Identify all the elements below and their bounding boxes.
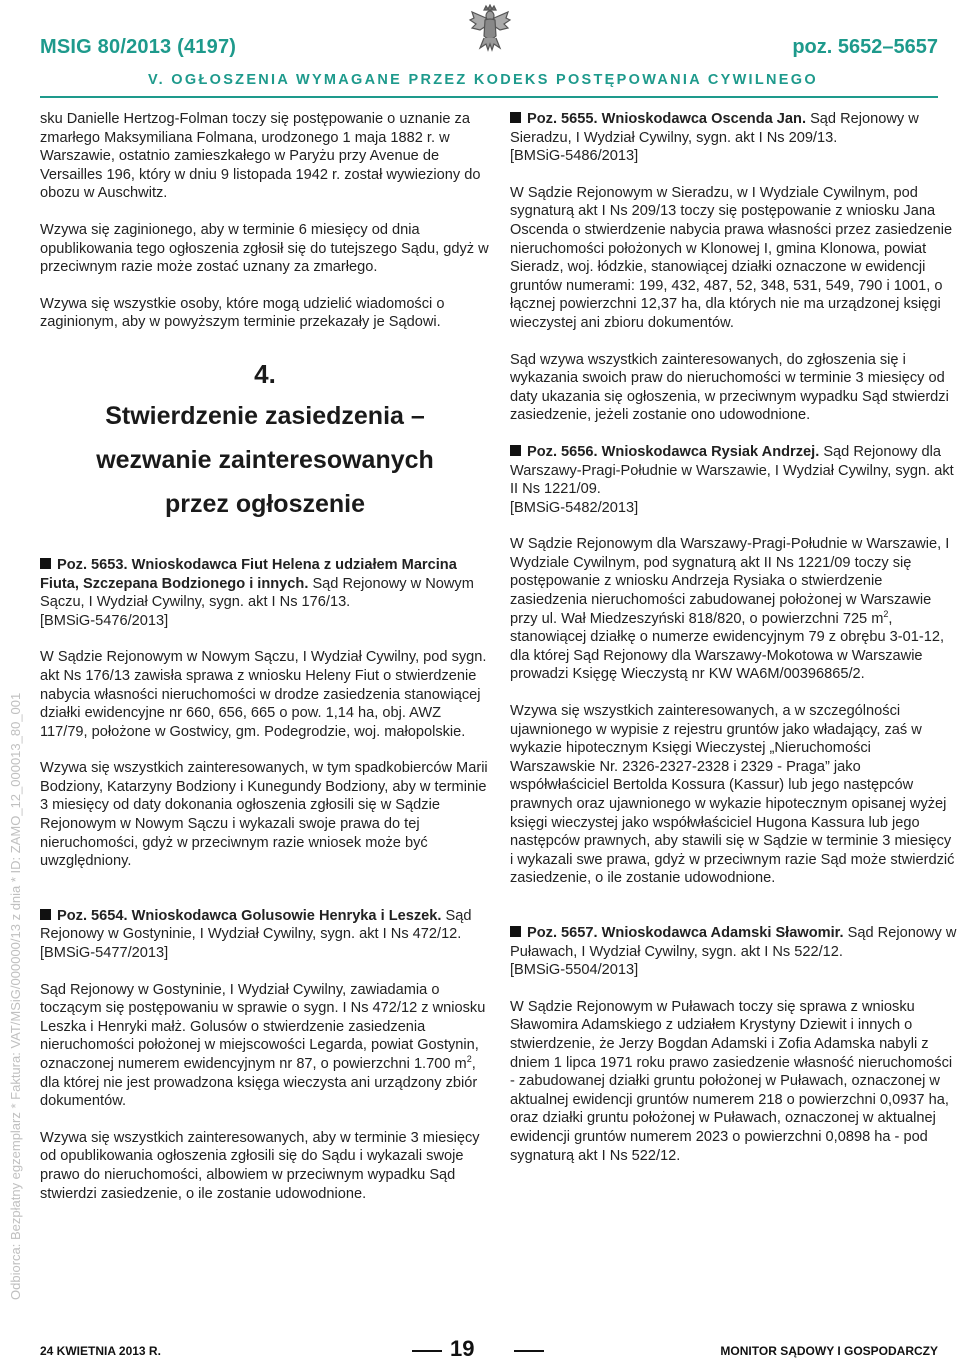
positions-range: poz. 5652–5657 <box>792 36 938 58</box>
entry-title: Poz. 5654. Wnioskodawca Golusowie Henryka i Leszek. <box>57 907 442 924</box>
footer-publisher: MONITOR SĄDOWY I GOSPODARCZY <box>720 1344 938 1358</box>
heading-line: Stwierdzenie zasiedzenia – <box>105 401 425 430</box>
entry-title: Poz. 5653. Wnioskodawca Fiut Helena z udziałem Marcina Fiuta, Szczepana Bodzionego i innych. <box>40 556 457 592</box>
footer-dash-left <box>412 1350 442 1352</box>
heading-number: 4. <box>254 358 276 389</box>
paragraph: W Sądzie Rejonowym w Sieradzu, w I Wydziale Cywilnym, pod sygnaturą akt I Ns 209/13 toczy się postępowanie z wniosku Jana Oscenda o stwierdzenie nabycia prawa własności przez zasiedzenie nieruchomości położonych w Klonowej I, gmina Klonowa, powiat Sieradz, woj. łódzkie, stanowiącej działki oznaczone w ewidencji gruntów numerami: 199, 432, 487, 52, 348, 531, 549, 790 i 1001, o łącznej powierzchni 12,37 ha, dla których nie ma urządzonej księgi wieczystej ani zbioru dokumentów. <box>510 184 953 331</box>
text-run: , stanowiącej działkę o numerze ewidencyjnym 79 z obrębu 3-01-12, dla której Sąd Rejonowy dla Warszawy-Mokotowa w Warszawie prowadzi Księgę Wieczystą nr KW WA6M/00396865/2. <box>510 610 944 683</box>
footer-date: 24 KWIETNIA 2013 R. <box>40 1344 161 1358</box>
entry-signature: [BMSiG-5477/2013] <box>40 945 169 962</box>
polish-eagle-icon <box>468 4 512 54</box>
entry-5656-header <box>510 443 958 517</box>
square-bullet-icon <box>40 558 51 569</box>
entry-5653-header <box>40 556 490 630</box>
section-heading <box>40 354 490 526</box>
entry-5655-header <box>510 110 958 166</box>
heading-line: przez ogłoszenie <box>164 489 366 518</box>
page-number: 19 <box>450 1336 475 1361</box>
square-bullet-icon <box>510 445 521 456</box>
recipient-sidebar: Odbiorca: Bezpłatny egzemplarz * Faktura: VAT/MSiG/000000/13 z dnia * ID: ZAMO_12_000013_80_001 <box>8 692 23 1300</box>
paragraph: Wzywa się wszystkich zainteresowanych, aby w terminie 3 miesięcy od opublikowania ogłoszenia zgłosili się do Sądu i wykazali swoje prawo do nieruchomości, albowiem w przeciwnym wypadku Sąd stwierdzi zasiedzenie, o ile zostanie udowodnione. <box>40 1129 480 1202</box>
entry-signature: [BMSiG-5504/2013] <box>510 962 639 979</box>
paragraph <box>40 981 490 1111</box>
entry-court: Sąd Rejonowy w Nowym Sączu, I Wydział Cywilny, sygn. akt I Ns 176/13. <box>40 575 474 611</box>
text-run: , dla której nie jest prowadzona księga wieczysta ani urządzony zbiór dokumentów. <box>40 1056 478 1110</box>
publication-title: MSIG 80/2013 (4197) <box>40 36 237 58</box>
entry-court: Sąd Rejonowy dla Warszawy-Pragi-Południe w Warszawie, I Wydział Cywilny, sygn. akt II Ns 1221/09. <box>510 443 954 498</box>
square-bullet-icon <box>510 926 521 937</box>
paragraph: Sąd wzywa wszystkich zainteresowanych, do zgłoszenia się i wykazania swoich praw do nieruchomości w terminie 3 miesięcy od daty ukazania się ogłoszenia, w przeciwnym wypadku Sąd stwierdzi zasiedzenie, jeżeli zostanie ono udowodnione. <box>510 351 949 424</box>
heading-line: wezwanie zainteresowanych <box>96 445 434 474</box>
left-column <box>40 110 490 1203</box>
square-bullet-icon <box>510 112 521 123</box>
paragraph: sku Danielle Hertzog-Folman toczy się postępowanie o uznanie za zmarłego Maksymiliana Folmana, urodzonego 1 maja 1882 r. w Warszawie, ostatnio zamieszkałego w Paryżu przy Avenue de Versailles 196, który w dniu 9 listopada 1942 r. został wywieziony do obozu w Auschwitz. <box>40 111 481 202</box>
section-title: V. OGŁOSZENIA WYMAGANE PRZEZ KODEKS POSTĘPOWANIA CYWILNEGO <box>148 72 818 88</box>
square-bullet-icon <box>40 909 51 920</box>
text-run: Sąd Rejonowy w Gostyninie, I Wydział Cywilny, zawiadamia o toczącym się postępowaniu w sprawie o sygn. I Ns 472/12 z wniosku Leszka i Henryki małż. Golusów o stwierdzenie zasiedzenia nieruchomości położonej w miejscowości Legarda, powiat Gostynin, oznaczonej numerem ewidencyjnym nr 87, o powierzchni 1.700 m <box>40 981 486 1072</box>
entry-signature: [BMSiG-5476/2013] <box>40 612 169 629</box>
entry-title: Poz. 5656. Wnioskodawca Rysiak Andrzej. <box>527 443 820 460</box>
entry-title: Poz. 5655. Wnioskodawca Oscenda Jan. <box>527 111 807 127</box>
paragraph: Wzywa się wszystkich zainteresowanych, w tym spadkobierców Marii Bodziony, Katarzyny Bodziony i Kunegundy Bodziony, aby w terminie 3 miesięcy od daty dokonania ogłoszenia zgłosili się w Sądzie Rejonowym w Nowym Sączu i wykazali swoje prawa do tej nieruchomości, gdyż w przeciwnym razie wniosek może być uwzględniony. <box>40 760 488 870</box>
header-divider <box>40 96 938 98</box>
entry-court: Sąd Rejonowy w Puławach, I Wydział Cywilny, sygn. akt I Ns 522/12. <box>510 924 957 960</box>
paragraph: Wzywa się zaginionego, aby w terminie 6 miesięcy od dnia opublikowania tego ogłoszenia zgłosił się do tutejszego Sądu, gdyż w przeciwnym razie może zostać uznany za zmarłego. <box>40 221 489 276</box>
entry-signature: [BMSiG-5486/2013] <box>510 148 639 165</box>
right-column <box>510 110 958 1165</box>
paragraph: W Sądzie Rejonowym w Nowym Sączu, I Wydział Cywilny, pod sygn. akt Ns 176/13 zawisła sprawa z wniosku Heleny Fiut o stwierdzenie nabycia własności nieruchomości w drodze zasiedzenia stanowiącej działki ewidencyjne nr 660, 656, 665 o pow. 1,14 ha, obj. AWZ 117/79, położone w Gostwicy, gm. Podegrodzie, woj. małopolskie. <box>40 649 487 740</box>
paragraph <box>510 535 958 684</box>
paragraph: W Sądzie Rejonowym w Puławach toczy się sprawa z wniosku Sławomira Adamskiego z udziałem Krystyny Dziewit i innych o stwierdzenie, że Jerzy Bogdan Adamski i Zofia Adamska nabyli z dniem 1 lipca 1971 roku prawo zasiedzenie własność nieruchomości - zabudowanej działki gruntu położonej w Puławach, oznaczonej w aktualnej ewidencji gruntów numerem 218 o powierzchni 0,0937 ha, oraz działki gruntu położonej w Puławach, oznaczonej w aktualnej ewidencji gruntów numerem 2023 o powierzchni 0,0898 ha - pod sygnaturą akt I Ns 522/12. <box>510 998 953 1164</box>
entry-5654-header <box>40 907 490 963</box>
entry-signature: [BMSiG-5482/2013] <box>510 499 639 516</box>
paragraph: Wzywa się wszystkich zainteresowanych, a w szczególności ujawnionego w wypisie z rejestru gruntów jako władający, zaś w wykazie hipotecznym Księgi Wieczystej „Nieruchomości Warszawskie Nr. 2326-2327-2328 i 2329 - Praga” jako współwłaściciel Bertolda Kossura (Kassur) lub jego następców prawnych oraz ujawnionego w wykazie hipotecznym opisanej wyżej księgi wieczystej jako współwłaściciel Hugona Kassura lub jego następców prawnych, aby stawili się w Sądzie w terminie 3 miesięcy i wykazali swe prawa, gdyż w przeciwnym razie Sąd może stwierdzić zasiedzenie, o ile zostanie udowodnione. <box>510 703 955 887</box>
footer-dash-right <box>514 1350 544 1352</box>
superscript: 2 <box>883 608 889 619</box>
text-run: W Sądzie Rejonowym dla Warszawy-Pragi-Południe w Warszawie, I Wydziale Cywilnym, pod sygnaturą akt II Ns 1221/09 toczy się postępowanie z wniosku Andrzeja Rysiaka o stwierdzenie zasiedzenia nieruchomości zabudowanej położonej w Warszawie przy ul. Wał Miedzeszyński 818/820, o powierzchni 725 m <box>510 536 950 627</box>
entry-title: Poz. 5657. Wnioskodawca Adamski Sławomir. <box>527 924 844 941</box>
entry-5657-header <box>510 924 958 980</box>
entry-court: Sąd Rejonowy w Sieradzu, I Wydział Cywilny, sygn. akt I Ns 209/13. <box>510 111 919 146</box>
superscript: 2 <box>466 1054 472 1065</box>
paragraph: Wzywa się wszystkie osoby, które mogą udzielić wiadomości o zaginionym, aby w powyższym terminie przekazały je Sądowi. <box>40 295 445 331</box>
entry-court: Sąd Rejonowy w Gostyninie, I Wydział Cywilny, sygn. akt I Ns 472/12. <box>40 907 472 943</box>
